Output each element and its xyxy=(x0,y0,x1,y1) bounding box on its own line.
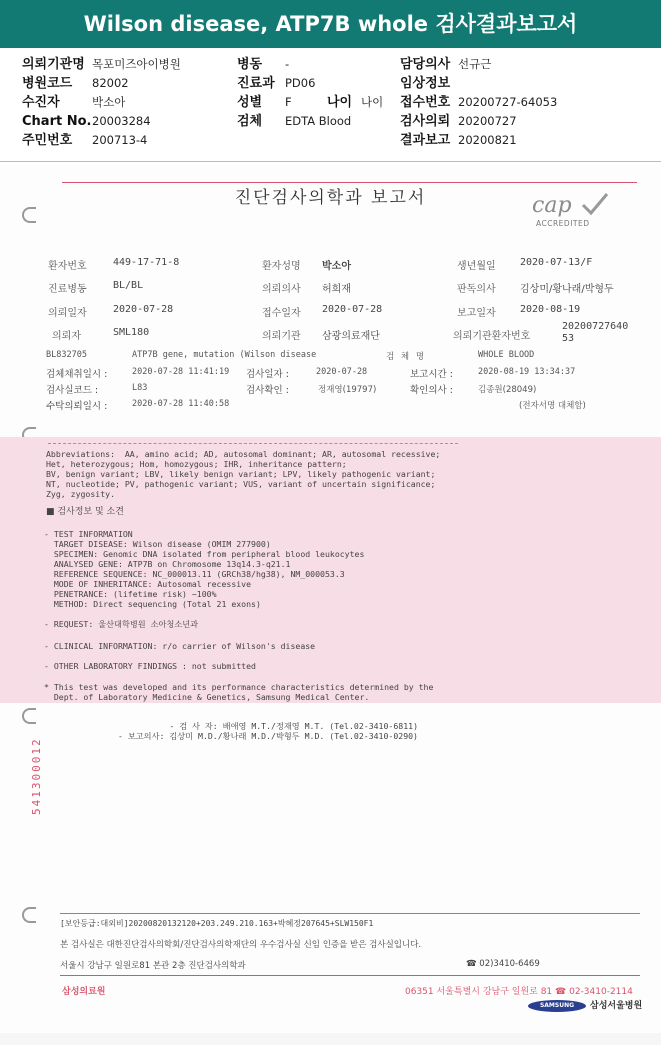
hospital-name: 삼성서울병원 xyxy=(590,1001,643,1011)
header-row xyxy=(22,93,181,112)
patient-label: 의뢰일자 xyxy=(48,308,87,319)
header-value: 20003284 xyxy=(92,114,151,128)
header-label: Chart No. xyxy=(22,114,92,129)
header-col-1 xyxy=(22,55,181,150)
hospital-address: 06351 서울특별시 강남구 일원로 81 ☎ 02-3410-2114 xyxy=(405,987,633,997)
patient-value: 박소아 xyxy=(322,261,351,272)
header-row xyxy=(400,74,557,93)
meta-value: 정재영(19797) xyxy=(318,385,377,395)
meta-label: 검사일자 : xyxy=(246,369,289,380)
meta-value: 2020-08-19 13:34:37 xyxy=(478,367,576,377)
disclaimer: * This test was developed and its performance characteristics determined by the Dept. of Laboratory Medicine & Genetics, Samsung Medical Center. xyxy=(44,682,434,702)
punch-hole-icon xyxy=(22,207,36,223)
patient-label: 환자성명 xyxy=(262,261,301,272)
header-row xyxy=(237,112,383,131)
header-label: 진료과 xyxy=(237,76,275,91)
header-label: 병동 xyxy=(237,57,263,72)
report-paper xyxy=(0,165,661,1033)
patient-label: 생년월일 xyxy=(457,261,496,272)
header-value: 20200727-64053 xyxy=(458,95,558,109)
patient-value: 삼광의료재단 xyxy=(322,331,380,342)
punch-hole-icon xyxy=(22,708,36,724)
patient-value: 허희재 xyxy=(322,284,351,295)
meta-label: 검사확인 : xyxy=(246,385,289,396)
header-label: 의뢰기관명 xyxy=(22,57,85,72)
header-label: 성별 xyxy=(237,95,263,110)
certification-line: 본 검사실은 대한진단검사의학회/진단검사의학재단의 우수검사실 신임 인증을 받은 검사실입니다. xyxy=(60,940,422,950)
findings-panel xyxy=(0,437,661,703)
lab-address: 서울시 강남구 일원로81 본관 2층 진단검사의학과 xyxy=(60,961,246,971)
header-col-3 xyxy=(400,55,557,150)
header-label: 접수번호 xyxy=(400,95,451,110)
header-label: 임상정보 xyxy=(400,76,451,91)
header-label: 결과보고 xyxy=(400,133,451,148)
header-value: PD06 xyxy=(285,76,316,90)
header-label: 담당의사 xyxy=(400,57,451,72)
patient-label: 접수일자 xyxy=(262,308,301,319)
meta-value: 2020-07-28 xyxy=(316,367,368,377)
report-title-bar: Wilson disease, ATP7B whole 검사결과보고서 xyxy=(0,0,661,48)
clinical-info-line: - CLINICAL INFORMATION: r/o carrier of Wilson's disease xyxy=(44,641,316,651)
abbreviations: Abbreviations: AA, amino acid; AD, autosomal dominant; AR, autosomal recessive; Het, heterozygous; Hom, homozygous; IHR, inheritance pattern; BV, benign variant; LBV, likely benign variant; LPV, likely pathogenic variant; NT, nucleotide; PV, pathogenic variant; VUS, variant of uncertain significance; Zyg, zygosity. xyxy=(46,449,441,499)
footer-red-rule xyxy=(60,975,640,976)
header-row xyxy=(22,74,181,93)
header-row xyxy=(400,131,557,150)
header-label: 병원코드 xyxy=(22,76,73,91)
header-row xyxy=(237,74,383,93)
meta-value: 2020-07-28 11:41:19 xyxy=(132,367,230,377)
specimen-label: 검 체 명 xyxy=(386,352,427,362)
patient-label: 판독의사 xyxy=(457,284,496,295)
request-line: - REQUEST: 울산대학병원 소아청소년과 xyxy=(44,619,199,629)
lab-phone: ☎ 02)3410-6469 xyxy=(466,959,540,969)
other-findings-line: - OTHER LABORATORY FINDINGS : not submitted xyxy=(44,661,256,671)
meta-label: 수탁의뢰일시 : xyxy=(46,401,108,412)
header-label: 수진자 xyxy=(22,95,60,110)
patient-label: 보고일자 xyxy=(457,308,496,319)
header-label: 주민번호 xyxy=(22,133,73,148)
header-value: EDTA Blood xyxy=(285,114,352,128)
header-row xyxy=(22,131,181,150)
cap-logo-text: cap xyxy=(532,193,572,218)
header-row xyxy=(400,112,557,131)
cap-accredited-text: ACCREDITED xyxy=(536,219,590,228)
samsung-logo: SAMSUNG xyxy=(528,1000,586,1012)
patient-label: 의뢰자 xyxy=(52,331,81,342)
header-row xyxy=(22,112,181,131)
specimen-value: WHOLE BLOOD xyxy=(478,350,535,360)
meta-value: 김종원(28049) xyxy=(478,385,537,395)
patient-label: 의뢰기관 xyxy=(262,331,301,342)
patient-value: 2020-07-28 xyxy=(322,304,383,315)
patient-label: 의뢰의사 xyxy=(262,284,301,295)
test-name: ATP7B gene, mutation (Wilson disease xyxy=(132,350,317,360)
header-value: 선규근 xyxy=(458,57,492,71)
age-label: 나이 xyxy=(327,95,353,110)
report-heading: 진단검사의학과 보고서 xyxy=(234,188,427,208)
header-value: F xyxy=(285,95,292,109)
meta-value: 2020-07-28 11:40:58 xyxy=(132,399,230,409)
punch-hole-icon xyxy=(22,907,36,923)
header-row xyxy=(400,55,557,74)
header-value: 목포미즈아이병원 xyxy=(92,57,181,71)
check-icon xyxy=(580,191,610,217)
patient-value: BL/BL xyxy=(113,280,144,291)
barcode-number: 541300012 xyxy=(30,737,43,815)
header-value: - xyxy=(285,57,290,71)
security-line: [보안등급:대외비]20200820132120+203.249.210.163+박혜정207645+SLW150F1 xyxy=(60,919,374,928)
header-row xyxy=(22,55,181,74)
header-info xyxy=(0,52,661,162)
patient-value: 2020-08-19 xyxy=(520,304,581,315)
dashed-divider xyxy=(48,443,458,444)
patient-value: 2020-07-28 xyxy=(113,304,174,315)
header-label: 검사의뢰 xyxy=(400,114,451,129)
scanned-report xyxy=(0,165,661,1045)
header-value: 20200821 xyxy=(458,133,517,147)
patient-value: 2020-07-13/F xyxy=(520,257,593,268)
meta-value: L83 xyxy=(132,383,148,393)
test-information: - TEST INFORMATION TARGET DISEASE: Wilson disease (OMIM 277900) SPECIMEN: Genomic DNA isolated from peripheral blood leukocytes ANALYSED GENE: ATP7B on Chromosome 13q14.3-q21.1 REFERENCE SEQUENCE: NC_000013.11 (GRCh38/hg38), NM_000053.3 MODE OF INHERITANCE: Autosomal recessive PENETRANCE: (lifetime risk) ~100% METHOD: Direct sequencing (Total 21 exons) xyxy=(44,529,365,609)
patient-value: 449-17-71-8 xyxy=(113,257,180,268)
header-row xyxy=(237,93,383,112)
brand-left: 삼성의료원 xyxy=(62,987,106,997)
patient-label: 의뢰기관환자번호 xyxy=(453,331,531,342)
signers: - 검 사 자: 배애영 M.T./정재영 M.T. (Tel.02-3410-6811) - 보고의사: 김상미 M.D./황나래 M.D./박형두 M.D. (Tel.02-3410-0290) xyxy=(118,721,418,741)
age-value: 나이 xyxy=(361,95,384,109)
header-value: 박소아 xyxy=(92,95,126,109)
header-value: 200713-4 xyxy=(92,133,148,147)
cap-accredited-logo xyxy=(532,193,612,233)
e-signature-note: (전자서명 대체함) xyxy=(519,401,586,411)
patient-value: 2020072764053 xyxy=(562,321,629,344)
header-row xyxy=(400,93,557,112)
header-row xyxy=(237,55,383,74)
meta-label: 확인의사 : xyxy=(410,385,453,396)
header-col-2 xyxy=(237,55,383,131)
header-value: 20200727 xyxy=(458,114,517,128)
patient-label: 진료병동 xyxy=(48,284,87,295)
header-value: 82002 xyxy=(92,76,129,90)
header-label: 검체 xyxy=(237,114,263,129)
footer-divider xyxy=(60,913,640,914)
meta-label: 검사실코드 : xyxy=(46,385,99,396)
section-title: ■ 검사정보 및 소견 xyxy=(46,507,124,517)
patient-value: 김상미/황나래/박형두 xyxy=(520,284,614,295)
patient-value: SML180 xyxy=(113,327,150,338)
meta-label: 보고시간 : xyxy=(410,369,453,380)
test-code: BL832705 xyxy=(46,350,87,360)
patient-label: 환자번호 xyxy=(48,261,87,272)
meta-label: 검체채취일시 : xyxy=(46,369,108,380)
